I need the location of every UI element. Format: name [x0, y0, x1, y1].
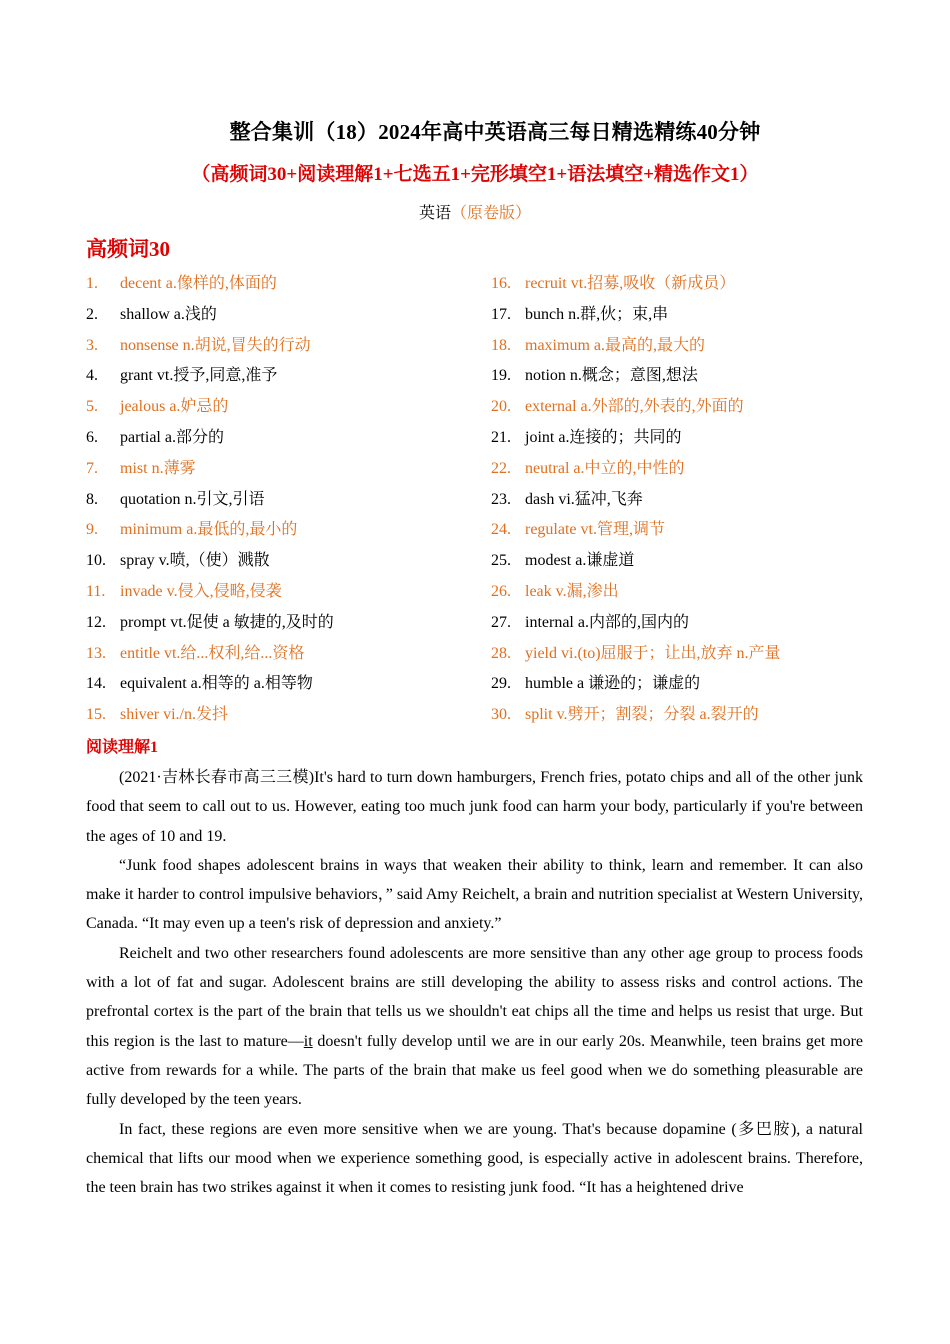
- vocab-text: humble a 谦逊的；谦虚的: [525, 675, 701, 693]
- vocab-item: [86, 580, 486, 611]
- vocab-item: [491, 580, 871, 611]
- vocab-item: [86, 426, 486, 457]
- vocab-number: 15.: [86, 706, 106, 724]
- vocab-text: decent a.像样的,体面的: [120, 275, 277, 292]
- vocab-item: [86, 395, 486, 426]
- vocab-text: spray v.喷,（使）溅散: [120, 552, 270, 570]
- vocab-number: 9.: [86, 521, 98, 539]
- vocab-number: 7.: [86, 459, 98, 477]
- document-subtitle: （高频词30+阅读理解1+七选五1+完形填空1+语法填空+精选作文1）: [191, 164, 759, 185]
- vocab-text: bunch n.群,伙；束,串: [525, 305, 669, 323]
- reading-paragraph-2: “Junk food shapes adolescent brains in ways that weaken their ability to think, learn and remember. It can also make it harder to control impulsive behaviors，” said Amy Reichelt, a brain and nutrition specialist at Western University, Canada. “It may even up a teen's risk of depression and anxiety.”: [86, 856, 863, 933]
- vocab-item: [86, 672, 486, 703]
- vocab-text: neutral a.中立的,中性的: [525, 459, 685, 477]
- vocab-text: maximum a.最高的,最大的: [525, 336, 705, 354]
- vocab-text: regulate vt.管理,调节: [525, 521, 665, 539]
- reading-paragraph-3: [86, 939, 863, 1115]
- vocab-item: [86, 488, 486, 519]
- vocab-heading: 高频词30: [86, 237, 170, 261]
- vocab-number: 13.: [86, 644, 106, 662]
- vocab-item: [491, 611, 871, 642]
- vocab-text: yield vi.(to)屈服于；让出,放弃 n.产量: [525, 644, 781, 662]
- vocab-text: entitle vt.给...权利,给...资格: [120, 644, 305, 662]
- vocab-item: [491, 549, 871, 580]
- vocab-item: [86, 303, 486, 334]
- vocab-column-left: [86, 272, 486, 734]
- vocab-item: [491, 303, 871, 334]
- vocab-number: 17.: [491, 305, 511, 323]
- vocab-item: [491, 457, 871, 488]
- vocab-item: [86, 272, 486, 303]
- vocab-number: 23.: [491, 490, 511, 508]
- vocab-text: recruit vt.招募,吸收（新成员）: [525, 275, 736, 292]
- vocab-number: 29.: [491, 675, 511, 693]
- underlined-word: it: [303, 1032, 313, 1050]
- vocab-text: jealous a.妒忌的: [120, 398, 229, 416]
- vocab-number: 10.: [86, 552, 106, 570]
- reading-passage: [86, 763, 863, 1202]
- vocab-item: [491, 703, 871, 734]
- vocab-number: 12.: [86, 613, 106, 631]
- subject-label: 英语: [418, 205, 451, 222]
- vocab-number: 24.: [491, 521, 511, 539]
- vocab-text: quotation n.引文,引语: [120, 490, 265, 508]
- vocab-text: internal a.内部的,国内的: [525, 613, 689, 631]
- vocab-number: 14.: [86, 675, 106, 693]
- vocab-number: 4.: [86, 367, 98, 385]
- vocab-number: 16.: [491, 275, 511, 292]
- vocab-text: dash vi.猛冲,飞奔: [525, 490, 643, 508]
- vocab-item: [86, 549, 486, 580]
- vocab-number: 22.: [491, 459, 511, 477]
- vocab-item: [491, 272, 871, 303]
- vocab-item: [86, 642, 486, 673]
- vocab-item: [86, 518, 486, 549]
- vocab-number: 21.: [491, 428, 511, 446]
- vocab-item: [86, 334, 486, 365]
- vocab-item: [86, 364, 486, 395]
- vocab-number: 27.: [491, 613, 511, 631]
- vocab-item: [491, 642, 871, 673]
- vocab-item: [491, 488, 871, 519]
- vocab-number: 19.: [491, 367, 511, 385]
- vocab-number: 26.: [491, 582, 511, 600]
- vocab-text: minimum a.最低的,最小的: [120, 521, 298, 539]
- vocab-number: 28.: [491, 644, 511, 662]
- vocab-text: equivalent a.相等的 a.相等物: [120, 675, 313, 693]
- vocab-item: [491, 364, 871, 395]
- vocab-text: external a.外部的,外表的,外面的: [525, 398, 744, 416]
- reading-paragraph-3-part-1: Reichelt and two other researchers found adolescents are more sensitive than any other age group to process foods with a lot of fat and sugar. Adolescent brains are still developing the ability to assess risks and control actions. The prefrontal cortex is the part of the brain that tells us we shouldn't eat chips all the time and helps us resist that urge. But this region is the last to mature—: [86, 944, 863, 1050]
- vocab-number: 18.: [491, 336, 511, 354]
- document-title: 整合集训（18）2024年高中英语高三每日精选精练40分钟: [229, 120, 761, 144]
- vocab-text: grant vt.授予,同意,准予: [120, 367, 278, 385]
- vocab-number: 8.: [86, 490, 98, 508]
- vocab-number: 6.: [86, 428, 98, 446]
- vocab-item: [86, 611, 486, 642]
- subject-line: [0, 200, 950, 223]
- vocab-number: 5.: [86, 398, 98, 416]
- vocab-text: modest a.谦虚道: [525, 552, 635, 570]
- vocab-number: 1.: [86, 275, 98, 292]
- vocab-item: [491, 395, 871, 426]
- vocab-text: prompt vt.促使 a 敏捷的,及时的: [120, 613, 334, 631]
- vocab-number: 20.: [491, 398, 511, 416]
- vocab-text: partial a.部分的: [120, 428, 224, 446]
- vocab-number: 2.: [86, 305, 98, 323]
- vocab-text: mist n.薄雾: [120, 459, 196, 477]
- vocab-item: [491, 426, 871, 457]
- vocab-text: nonsense n.胡说,冒失的行动: [120, 336, 311, 354]
- vocab-column-right: [491, 272, 871, 734]
- vocab-number: 25.: [491, 552, 511, 570]
- vocab-number: 11.: [86, 582, 106, 600]
- vocab-text: joint a.连接的；共同的: [525, 428, 682, 446]
- version-label: （原卷版）: [451, 205, 532, 222]
- reading-paragraph-4: In fact, these regions are even more sensitive when we are young. That's because dopamine (多巴胺), a natural chemical that lifts our mood when we experience something good, is especially active in adolescent brains. Therefore, the teen brain has two strikes against it when it comes to resisting junk food. “It has a heightened drive: [86, 1120, 863, 1197]
- vocab-item: [86, 457, 486, 488]
- vocab-number: 3.: [86, 336, 98, 354]
- vocab-text: invade v.侵入,侵略,侵袭: [120, 582, 282, 600]
- vocab-text: shiver vi./n.发抖: [120, 706, 228, 724]
- vocab-item: [86, 703, 486, 734]
- vocab-item: [491, 334, 871, 365]
- reading-paragraph-3-part-2: doesn't fully develop until we are in our early 20s. Meanwhile, teen brains get more active from rewards for a while. The parts of the brain that make us feel good when we do something pleasurable are fully developed by the teen years.: [86, 1032, 864, 1109]
- vocab-item: [491, 672, 871, 703]
- vocab-text: shallow a.浅的: [120, 305, 217, 323]
- reading-paragraph-1: (2021·吉林长春市高三三模)It's hard to turn down hamburgers, French fries, potato chips and all of the other junk food that seem to call out to us. However, eating too much junk food can harm your body, particularly if you're between the ages of 10 and 19.: [86, 769, 863, 845]
- vocab-text: leak v.漏,渗出: [525, 582, 619, 600]
- vocab-text: notion n.概念；意图,想法: [525, 367, 698, 385]
- vocab-item: [491, 518, 871, 549]
- vocab-number: 30.: [491, 706, 511, 724]
- vocab-text: split v.劈开；割裂；分裂 a.裂开的: [525, 706, 759, 724]
- reading-heading: 阅读理解1: [86, 739, 159, 756]
